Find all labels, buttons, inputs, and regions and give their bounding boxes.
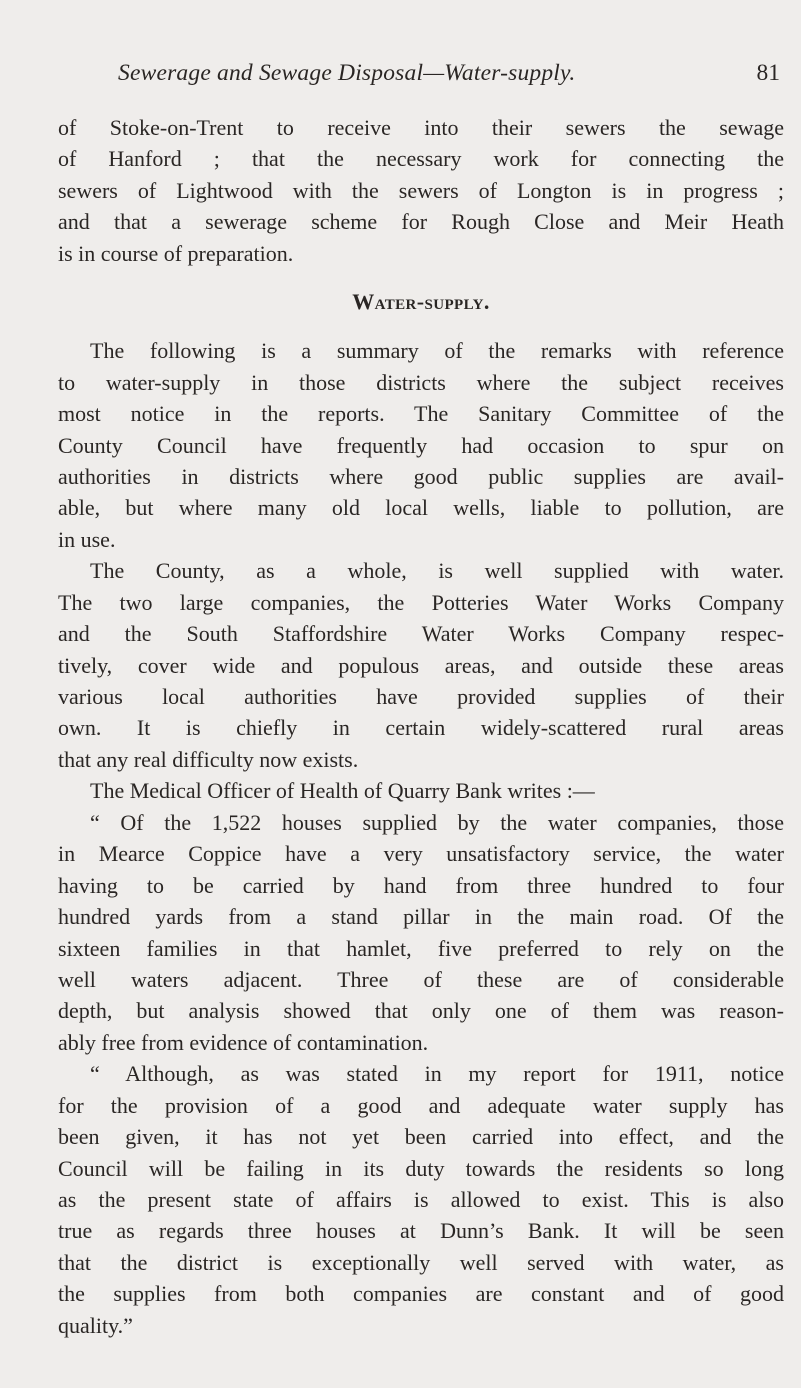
running-head-title: Sewerage and Sewage Disposal—Water-supply. [118, 60, 576, 86]
text-line: of Hanford ; that the necessary work for connecting the [58, 146, 784, 172]
text-line: in Mearce Coppice have a very unsatisfactory service, the water [58, 841, 784, 867]
text-line: the supplies from both companies are constant and of good [58, 1281, 784, 1307]
text-line: and that a sewerage scheme for Rough Close and Meir Heath [58, 209, 784, 235]
text-line: and the South Staffordshire Water Works Company respec- [58, 621, 784, 647]
text-line: well waters adjacent. Three of these are of considerable [58, 966, 784, 992]
text-line: tively, cover wide and populous areas, and outside these areas [58, 652, 784, 678]
section-heading: Water-supply. [352, 289, 490, 315]
text-line: that the district is exceptionally well served with water, as [58, 1249, 784, 1275]
text-line: Council will be failing in its duty towards the residents so long [58, 1155, 784, 1181]
paragraph-quote-1 [58, 807, 784, 1059]
body-text [58, 112, 784, 1341]
text-line: sewers of Lightwood with the sewers of Longton is in progress ; [58, 177, 784, 203]
text-line: The Medical Officer of Health of Quarry Bank writes :— [90, 778, 595, 804]
text-line: able, but where many old local wells, liable to pollution, are [58, 495, 784, 521]
text-line: been given, it has not yet been carried into effect, and the [58, 1124, 784, 1150]
text-line: sixteen families in that hamlet, five preferred to rely on the [58, 935, 784, 961]
text-line: “ Although, as was stated in my report for 1911, notice [90, 1061, 784, 1087]
text-line: The two large companies, the Potteries Water Works Company [58, 589, 784, 615]
text-line: hundred yards from a stand pillar in the main road. Of the [58, 904, 784, 930]
text-line: is in course of preparation. [58, 240, 294, 266]
text-line: that any real difficulty now exists. [58, 746, 359, 772]
page-number: 81 [756, 60, 780, 86]
text-line: true as regards three houses at Dunn’s Bank. It will be seen [58, 1218, 784, 1244]
text-line: to water-supply in those districts where the subject receives [58, 369, 784, 395]
text-line: The County, as a whole, is well supplied with water. [90, 558, 784, 584]
text-line: The following is a summary of the remarks with reference [90, 338, 784, 364]
text-line: ably free from evidence of contamination. [58, 1029, 429, 1055]
paragraph-summary [58, 335, 784, 555]
text-line: as the present state of affairs is allowed to exist. This is also [58, 1187, 784, 1212]
text-line: County Council have frequently had occasion to spur on [58, 432, 784, 458]
text-line: quality.” [58, 1312, 133, 1338]
paragraph-county [58, 555, 784, 775]
running-head [118, 60, 780, 94]
text-line: authorities in districts where good public supplies are avail- [58, 463, 784, 489]
text-line: various local authorities have provided supplies of their [58, 684, 784, 709]
text-line: depth, but analysis showed that only one of them was reason- [58, 998, 784, 1024]
paragraph-quote-2 [58, 1058, 784, 1341]
text-line: having to be carried by hand from three hundred to four [58, 872, 784, 898]
text-line: most notice in the reports. The Sanitary Committee of the [58, 401, 784, 427]
paragraph-quarry-bank-intro [58, 775, 784, 806]
text-line: own. It is chiefly in certain widely-scattered rural areas [58, 715, 784, 741]
text-line: in use. [58, 526, 116, 552]
text-line: for the provision of a good and adequate water supply has [58, 1092, 784, 1118]
paragraph-continued [58, 112, 784, 269]
text-line: of Stoke-on-Trent to receive into their sewers the sewage [58, 115, 784, 140]
text-line: “ Of the 1,522 houses supplied by the water companies, those [90, 809, 784, 835]
